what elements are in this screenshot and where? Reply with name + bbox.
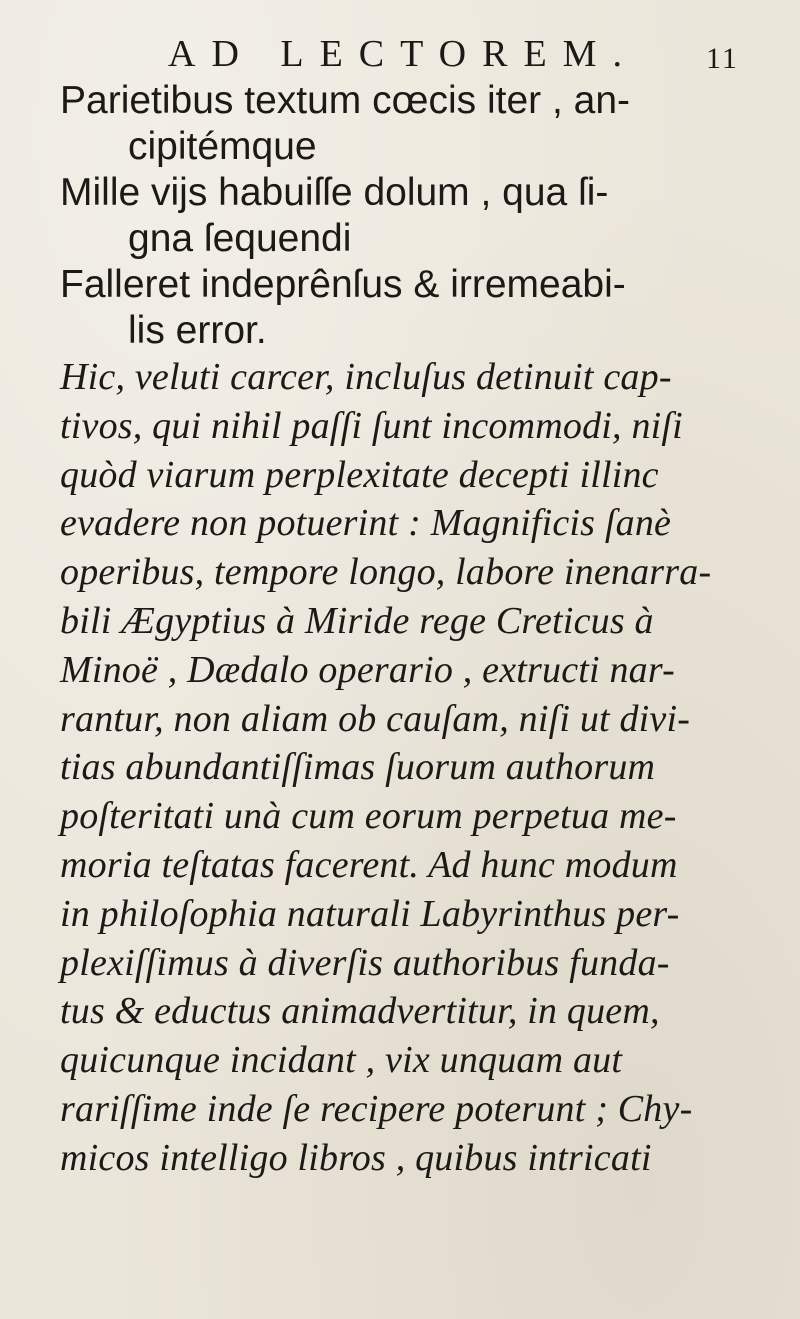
prose-line: tus & eductus animadvertitur, in quem, <box>60 990 660 1033</box>
verse-line: Mille vijs habuiſſe dolum , qua ſi- <box>60 171 609 214</box>
prose-line: bili Ægyptius à Miride rege Creticus à <box>60 599 654 642</box>
verse-line: Parietibus textum cœcis iter , an- <box>60 79 630 122</box>
verse-line: Falleret indeprênſus & irremeabi- <box>60 263 626 306</box>
prose-line: rariſſime inde ſe recipere poterunt ; Chy- <box>60 1087 693 1130</box>
verse-block <box>60 78 760 354</box>
prose-line: tivos, qui nihil paſſi ſunt incommodi, niſi <box>60 404 683 447</box>
prose-line: poſteritati unà cum eorum perpetua me- <box>60 795 677 838</box>
page-number: 11 <box>706 42 739 75</box>
prose-line: rantur, non aliam ob cauſam, niſi ut divi- <box>60 697 691 740</box>
prose-line: evadere non potuerint : Magnificis ſanè <box>60 502 672 545</box>
prose-line: quòd viarum perplexitate decepti illinc <box>60 453 659 496</box>
verse-line: cipitémque <box>128 125 317 168</box>
verse-line: lis error. <box>128 309 267 352</box>
prose-line: in philoſophia naturali Labyrinthus per- <box>60 892 680 935</box>
verse-line: gna ſequendi <box>128 217 352 260</box>
running-head: AD LECTOREM. <box>168 33 638 75</box>
prose-line: Hic, veluti carcer, incluſus detinuit cap- <box>60 356 672 398</box>
prose-block <box>60 353 760 1183</box>
prose-line: moria teſtatas facerent. Ad hunc modum <box>60 843 678 886</box>
prose-line: micos intelligo libros , quibus intricati <box>60 1136 652 1179</box>
prose-line: plexiſſimus à diverſis authoribus funda- <box>60 941 670 984</box>
prose-line: tias abundantiſſimas ſuorum authorum <box>60 746 656 789</box>
prose-line: Minoë , Dædalo operario , extructi nar- <box>60 648 675 691</box>
prose-line: operibus, tempore longo, labore inenarra- <box>60 551 712 594</box>
prose-line: quicunque incidant , vix unquam aut <box>60 1039 623 1082</box>
